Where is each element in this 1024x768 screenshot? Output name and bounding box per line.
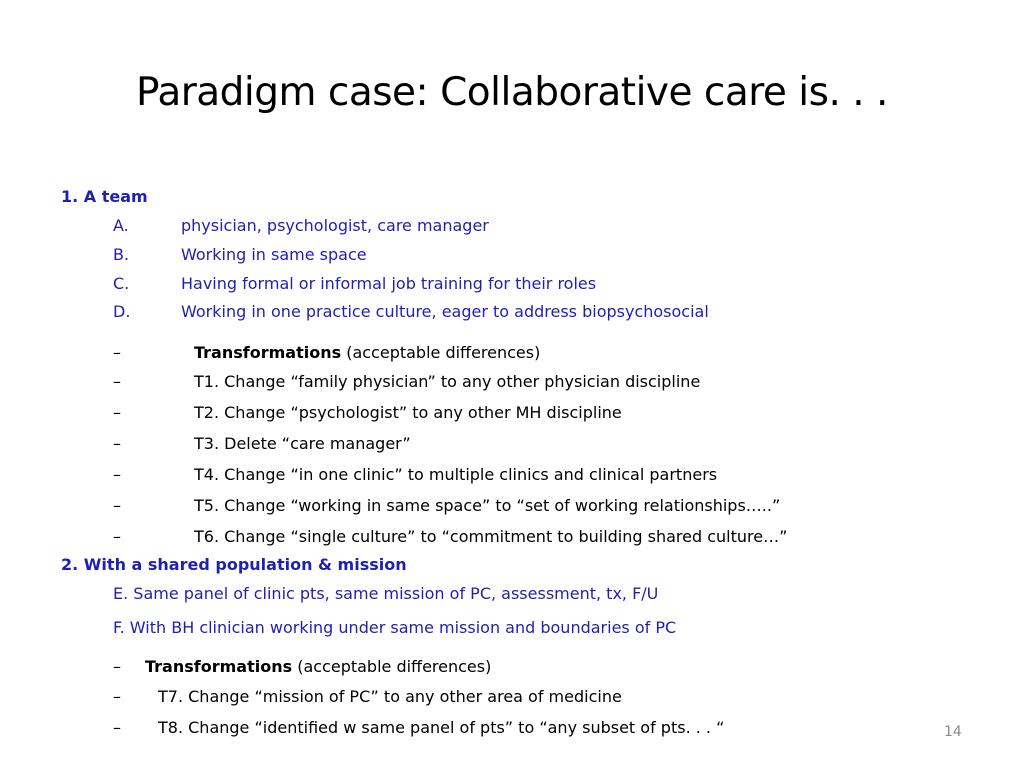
dash-marker: – (113, 434, 121, 453)
transformations-label: Transformations (194, 343, 342, 362)
transformations-heading (194, 343, 540, 362)
item-marker: C. (113, 274, 130, 293)
dash-marker: – (113, 657, 121, 676)
section-2-heading: 2. With a shared population & mission (61, 555, 407, 574)
transform-item: T4. Change “in one clinic” to multiple clinics and clinical partners (194, 465, 718, 484)
dash-marker: – (113, 343, 121, 362)
list-item: Having formal or informal job training for their roles (181, 274, 597, 293)
dash-marker: – (113, 496, 121, 515)
transformations-note: (acceptable differences) (297, 657, 492, 676)
dash-marker: – (113, 465, 121, 484)
list-item: E. Same panel of clinic pts, same mission of PC, assessment, tx, F/U (113, 584, 659, 603)
slide-title: Paradigm case: Collaborative care is. . . (136, 70, 888, 115)
transformations-note: (acceptable differences) (346, 343, 541, 362)
page-number: 14 (944, 724, 962, 740)
dash-marker: – (113, 372, 121, 391)
transform-item: T3. Delete “care manager” (194, 434, 411, 453)
dash-marker: – (113, 403, 121, 422)
item-marker: B. (113, 245, 130, 264)
dash-marker: – (113, 527, 121, 546)
list-item: physician, psychologist, care manager (181, 216, 489, 235)
transform-item: T8. Change “identified w same panel of pts” to “any subset of pts. . . “ (158, 718, 725, 737)
dash-marker: – (113, 718, 121, 737)
transform-item: T5. Change “working in same space” to “set of working relationships…..” (194, 496, 781, 515)
transform-item: T6. Change “single culture” to “commitment to building shared culture…” (194, 527, 788, 546)
transformations-label: Transformations (145, 657, 293, 676)
transform-item: T2. Change “psychologist” to any other MH discipline (194, 403, 622, 422)
list-item: Working in same space (181, 245, 367, 264)
section-1-heading: 1. A team (61, 187, 148, 206)
item-marker: D. (113, 302, 131, 321)
transformations-heading (145, 657, 491, 676)
dash-marker: – (113, 687, 121, 706)
transform-item: T7. Change “mission of PC” to any other area of medicine (158, 687, 622, 706)
list-item: Working in one practice culture, eager to address biopsychosocial (181, 302, 709, 321)
item-marker: A. (113, 216, 129, 235)
transform-item: T1. Change “family physician” to any other physician discipline (194, 372, 701, 391)
list-item: F. With BH clinician working under same mission and boundaries of PC (113, 618, 677, 637)
